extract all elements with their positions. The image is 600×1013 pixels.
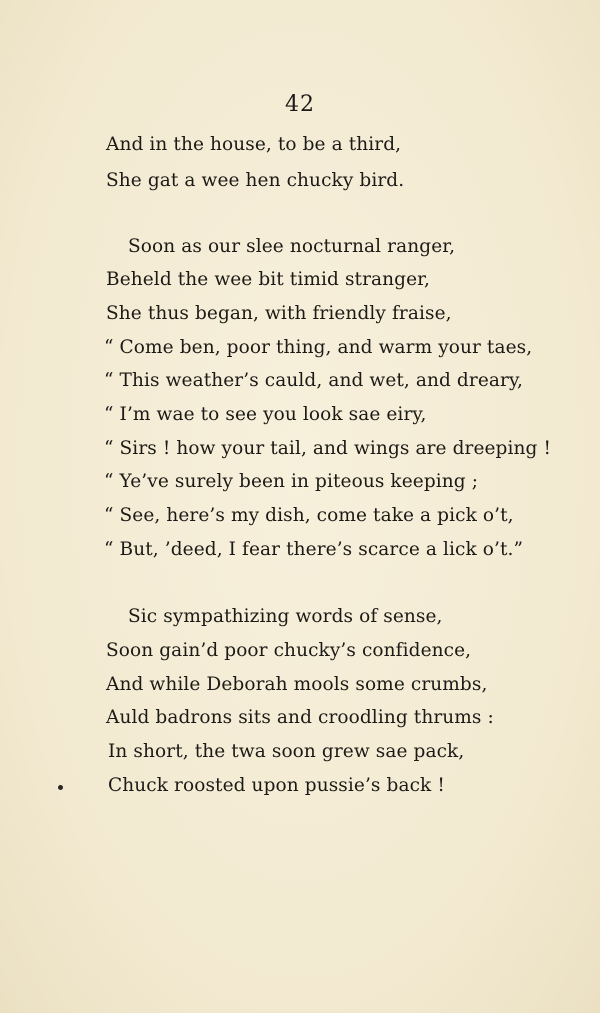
verse-line: She thus began, with friendly fraise, [106,303,452,324]
verse-line: “ But, ’deed, I fear there’s scarce a lick o’t.” [104,539,524,560]
verse-line: “ This weather’s cauld, and wet, and dreary, [104,370,524,391]
page-number: 42 [285,92,315,117]
verse-line: She gat a wee hen chucky bird. [106,170,405,191]
ink-mark [58,785,63,790]
verse-line: And while Deborah mools some crumbs, [106,674,488,695]
verse-line: Sic sympathizing words of sense, [128,606,443,627]
verse-line: “ Sirs ! how your tail, and wings are dreeping ! [104,438,551,459]
verse-line: Beheld the wee bit timid stranger, [106,269,431,290]
verse-line: Soon gain’d poor chucky’s confidence, [106,640,472,661]
verse-line: Auld badrons sits and croodling thrums : [106,707,494,728]
verse-line: “ Come ben, poor thing, and warm your taes, [104,337,533,358]
verse-line: Soon as our slee nocturnal ranger, [128,236,456,257]
verse-line: And in the house, to be a third, [106,134,402,155]
verse-line: “ See, here’s my dish, come take a pick o’t, [104,505,514,526]
verse-line: “ I’m wae to see you look sae eiry, [104,404,427,425]
verse-line: In short, the twa soon grew sae pack, [108,741,465,762]
verse-line: “ Ye’ve surely been in piteous keeping ; [104,471,479,492]
verse-line: Chuck roosted upon pussie’s back ! [108,775,445,796]
